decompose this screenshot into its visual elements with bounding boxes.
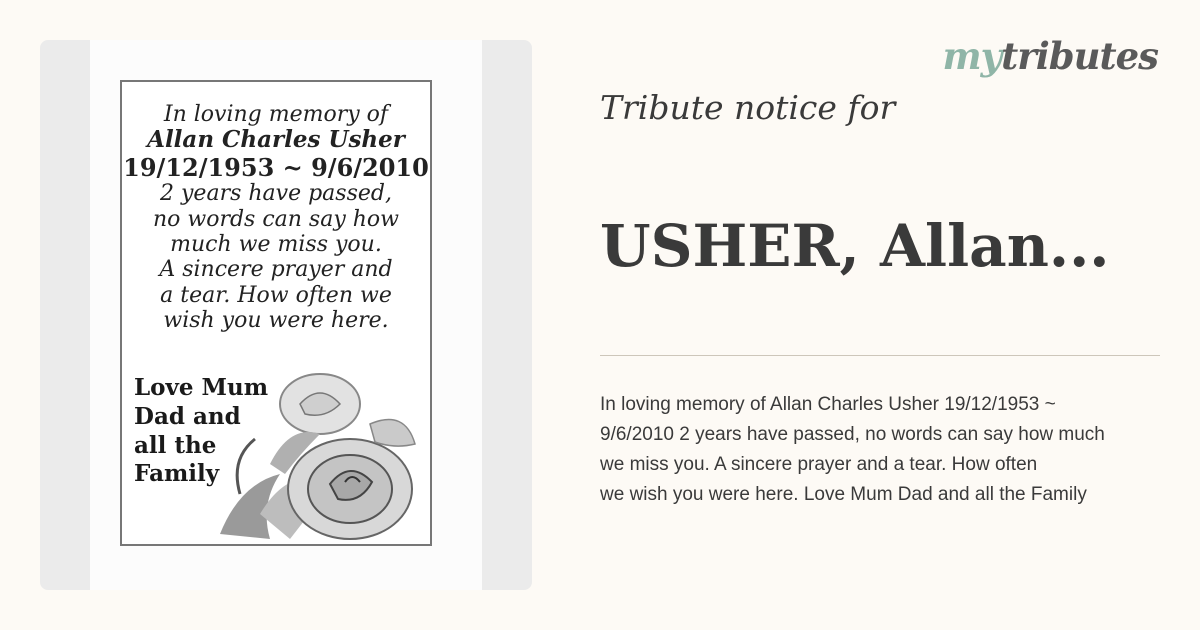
notice-line: A sincere prayer and	[159, 257, 393, 283]
notice-line: no words can say how	[152, 206, 400, 232]
divider	[600, 355, 1160, 356]
logo-my: my	[942, 34, 1002, 78]
page-title: USHER, Allan...	[600, 212, 1110, 280]
notice-paper	[90, 40, 482, 590]
notice-sign-line: Love Mum	[134, 374, 269, 401]
notice-line: much we miss you.	[170, 231, 382, 257]
notice-dates: 19/12/1953 ~ 9/6/2010	[123, 152, 429, 182]
notice-sign-line: all the	[134, 431, 217, 459]
notice-signature	[134, 374, 268, 489]
notice-image	[40, 40, 532, 590]
notice-sign-line: Dad and	[134, 402, 241, 430]
logo-tributes: tributes	[1001, 34, 1158, 78]
tribute-text	[600, 390, 1196, 510]
notice-line: a tear. How often we	[160, 282, 392, 308]
tribute-text-line: we miss you. A sincere prayer and a tear. How often	[600, 454, 1038, 475]
notice-text-block	[122, 82, 430, 333]
notice-line: In loving memory of	[163, 102, 389, 127]
notice-frame	[120, 80, 432, 546]
notice-line: 2 years have passed,	[160, 181, 392, 207]
page-subtitle: Tribute notice for	[600, 88, 896, 127]
tribute-text-line: In loving memory of Allan Charles Usher 19/12/1953 ~	[600, 394, 1056, 415]
notice-sign-line: Family	[134, 460, 220, 488]
tribute-text-line: 9/6/2010 2 years have passed, no words can say how much	[600, 424, 1105, 445]
mytributes-logo[interactable]	[942, 34, 1158, 78]
notice-line: wish you were here.	[163, 307, 389, 333]
notice-deceased-name: Allan Charles Usher	[147, 126, 405, 154]
tribute-text-line: we wish you were here. Love Mum Dad and all the Family	[600, 484, 1087, 505]
